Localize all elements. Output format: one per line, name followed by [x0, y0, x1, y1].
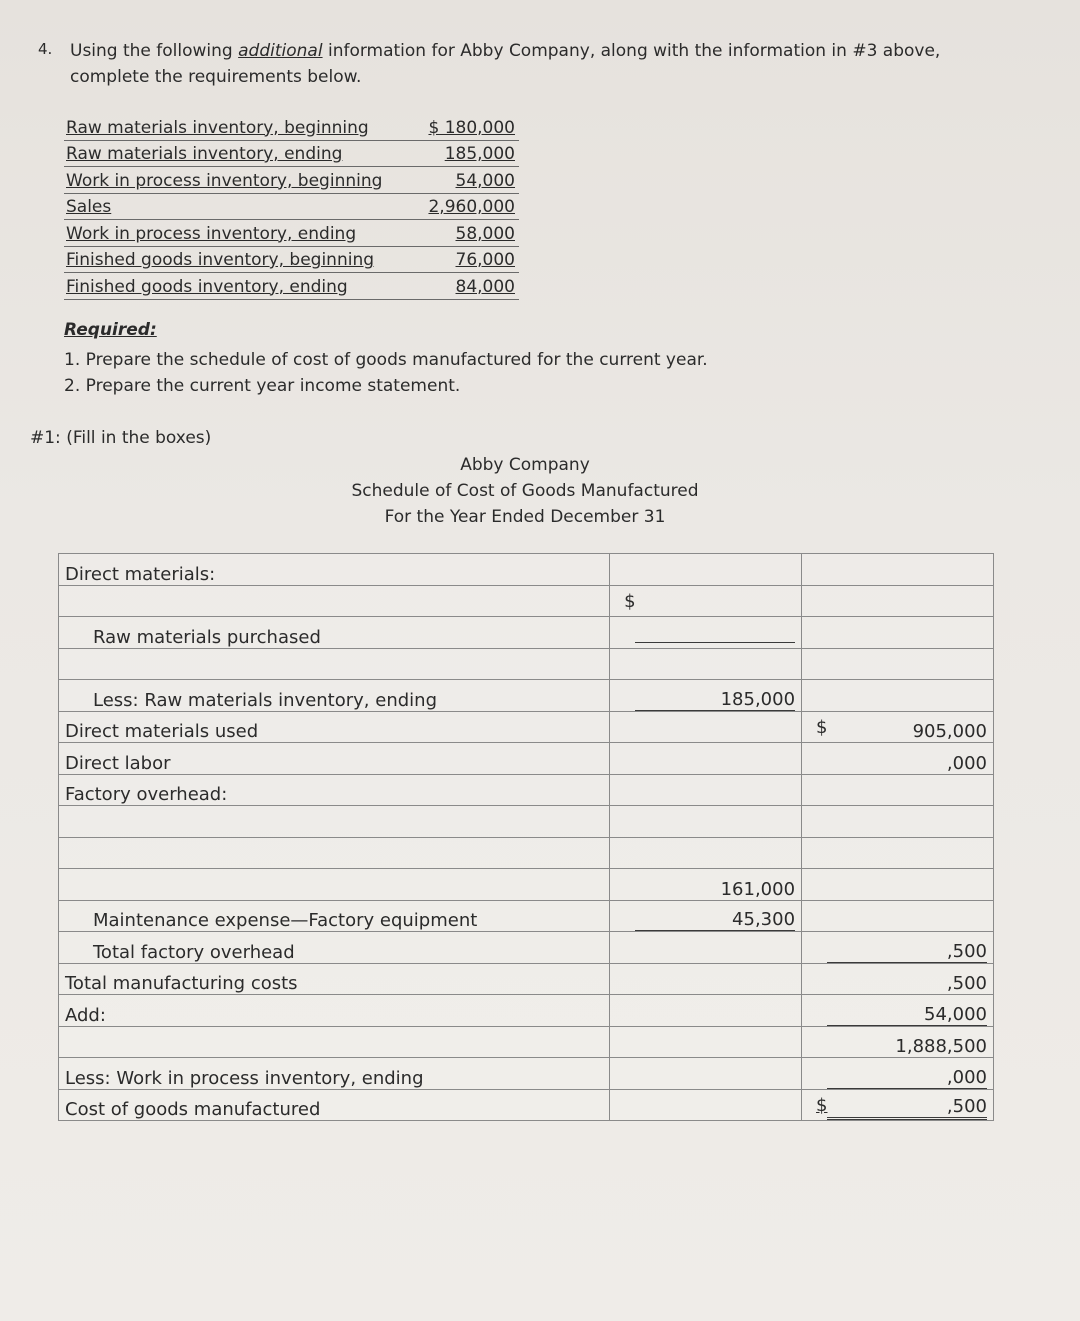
table-row [59, 806, 994, 838]
table-row [59, 774, 994, 806]
table-row [59, 648, 994, 680]
table-row [59, 900, 994, 932]
info-value: 2,960,000 [428, 197, 515, 217]
input-box[interactable] [59, 648, 610, 680]
input-box[interactable] [610, 932, 802, 964]
row-label: Raw materials purchased [59, 617, 610, 649]
table-row [59, 1058, 994, 1090]
schedule-period: For the Year Ended December 31 [384, 507, 666, 527]
row-label: Add: [59, 995, 610, 1027]
input-box[interactable] [610, 1089, 802, 1121]
dollar-sign: $ [816, 717, 828, 738]
row-label: Less: Work in process inventory, ending [59, 1058, 610, 1090]
info-label: Work in process inventory, ending [66, 223, 357, 244]
info-row [64, 220, 519, 247]
input-box[interactable] [610, 963, 802, 995]
table-row [59, 680, 994, 712]
info-label: Finished goods inventory, ending [66, 276, 348, 297]
required-item: 2. Prepare the current year income statement. [64, 376, 461, 396]
question-text-start: Using the following [70, 41, 239, 61]
input-box[interactable] [610, 711, 802, 743]
input-box[interactable] [610, 1058, 802, 1090]
info-label: Raw materials inventory, ending [66, 144, 343, 164]
value-cell[interactable] [802, 711, 994, 743]
info-value: $ 180,000 [428, 117, 515, 138]
cell-value: 54,000 [827, 1004, 987, 1026]
input-box[interactable] [610, 617, 802, 649]
info-value: 76,000 [455, 250, 515, 270]
question-number: 4. [38, 40, 53, 58]
table-row [59, 554, 994, 586]
input-box[interactable] [59, 837, 610, 869]
schedule-title: Schedule of Cost of Goods Manufactured [351, 481, 699, 501]
table-row [59, 963, 994, 995]
input-box[interactable] [802, 585, 994, 617]
cell-value: ,000 [946, 752, 987, 774]
fill-instruction: #1: (Fill in the boxes) [30, 428, 212, 448]
info-row [64, 167, 519, 194]
row-label: Cost of goods manufactured [59, 1089, 610, 1121]
cell-value: ,500 [827, 1096, 987, 1120]
row-label: Less: Raw materials inventory, ending [59, 680, 610, 712]
info-row [64, 141, 519, 168]
table-row [59, 869, 994, 901]
cell-value: ,500 [827, 941, 987, 963]
info-value: 84,000 [455, 276, 515, 297]
input-box[interactable] [59, 869, 610, 901]
cell-value: ,500 [946, 973, 987, 994]
table-row [59, 743, 994, 775]
row-label: Direct materials used [59, 711, 610, 743]
input-box[interactable] [802, 774, 994, 806]
value-cell[interactable] [802, 1026, 994, 1058]
input-box[interactable] [802, 617, 994, 649]
info-label: Raw materials inventory, beginning [66, 117, 369, 138]
input-box[interactable] [610, 585, 802, 617]
input-box[interactable] [610, 648, 802, 680]
cell-value: 905,000 [912, 721, 987, 742]
input-box[interactable] [802, 900, 994, 932]
value-cell[interactable] [802, 963, 994, 995]
input-box[interactable] [610, 554, 802, 586]
row-label: Factory overhead: [59, 774, 610, 806]
input-box[interactable] [59, 585, 610, 617]
cogm-schedule-table [58, 553, 994, 1121]
table-row [59, 837, 994, 869]
input-box[interactable] [802, 869, 994, 901]
required-list [64, 347, 708, 399]
info-value: 185,000 [444, 144, 515, 164]
dollar-sign: $ [816, 1095, 828, 1116]
value-cell[interactable] [610, 900, 802, 932]
required-item: 1. Prepare the schedule of cost of goods manufactured for the current year. [64, 350, 708, 370]
row-label: Total factory overhead [59, 932, 610, 964]
table-row [59, 617, 994, 649]
cell-value: 185,000 [635, 689, 795, 711]
input-box[interactable] [59, 806, 610, 838]
row-label: Maintenance expense—Factory equipment [59, 900, 610, 932]
input-box[interactable] [610, 743, 802, 775]
info-value: 54,000 [455, 170, 515, 191]
question-text-end: information for Abby Company, along with the information in #3 above, complete the requirements below. [70, 41, 941, 87]
company-name: Abby Company [460, 455, 590, 475]
question-text-emphasis: additional [238, 41, 323, 61]
row-label: Direct materials: [59, 554, 610, 586]
cell-value: 1,888,500 [895, 1036, 987, 1057]
table-row [59, 585, 994, 617]
input-box[interactable] [610, 1026, 802, 1058]
underline-blank [635, 642, 795, 643]
info-label: Sales [66, 197, 112, 217]
table-row [59, 1089, 994, 1121]
input-box[interactable] [610, 774, 802, 806]
cell-value: ,000 [827, 1067, 987, 1089]
table-row [59, 995, 994, 1027]
required-heading: Required: [64, 320, 157, 340]
info-value: 58,000 [455, 223, 515, 244]
dollar-sign: $ [624, 591, 636, 612]
additional-info-list [64, 114, 519, 300]
input-box[interactable] [802, 648, 994, 680]
cell-value: 45,300 [635, 909, 795, 931]
input-box[interactable] [59, 1026, 610, 1058]
value-cell[interactable] [802, 932, 994, 964]
value-cell[interactable] [610, 680, 802, 712]
table-row [59, 1026, 994, 1058]
value-cell[interactable] [802, 995, 994, 1027]
info-label: Finished goods inventory, beginning [66, 250, 375, 270]
value-cell[interactable] [802, 743, 994, 775]
info-row [64, 194, 519, 221]
info-row [64, 273, 519, 300]
info-row [64, 247, 519, 274]
input-box[interactable] [610, 806, 802, 838]
question-text [70, 38, 1000, 90]
input-box[interactable] [802, 806, 994, 838]
input-box[interactable] [610, 995, 802, 1027]
table-row [59, 711, 994, 743]
value-cell[interactable] [802, 1089, 994, 1121]
input-box[interactable] [802, 680, 994, 712]
row-label: Total manufacturing costs [59, 963, 610, 995]
value-cell[interactable] [610, 869, 802, 901]
input-box[interactable] [610, 837, 802, 869]
value-cell[interactable] [802, 1058, 994, 1090]
input-box[interactable] [802, 554, 994, 586]
info-row [64, 114, 519, 141]
table-row [59, 932, 994, 964]
cell-value: 161,000 [720, 878, 796, 900]
info-label: Work in process inventory, beginning [66, 170, 383, 191]
row-label: Direct labor [59, 743, 610, 775]
input-box[interactable] [802, 837, 994, 869]
